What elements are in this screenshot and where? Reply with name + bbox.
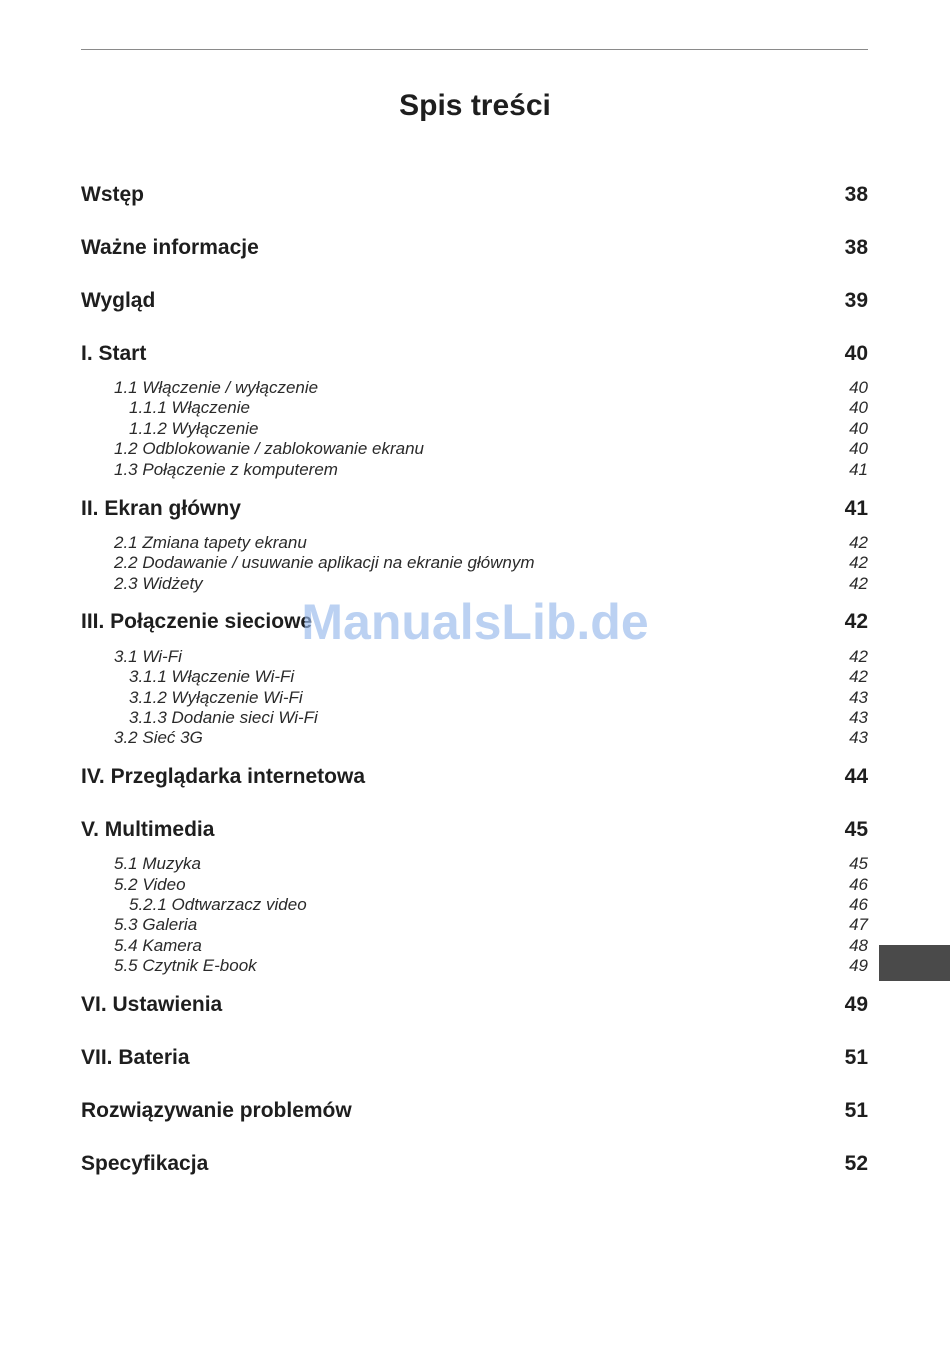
toc-entry-page: 42 bbox=[849, 553, 868, 572]
toc-entry-label: 3.1.1 Włączenie Wi-Fi bbox=[129, 667, 295, 686]
toc-entry-page: 49 bbox=[844, 993, 868, 1016]
toc-entry-label: 3.1 Wi-Fi bbox=[114, 647, 182, 666]
toc-entry[interactable] bbox=[81, 1097, 868, 1125]
toc-entry[interactable] bbox=[81, 763, 868, 791]
toc-entry-label: 1.1.2 Wyłączenie bbox=[129, 419, 259, 438]
toc-subentry[interactable] bbox=[81, 708, 868, 728]
toc-entry-page: 48 bbox=[849, 936, 868, 955]
toc-entry[interactable] bbox=[81, 1150, 868, 1178]
toc-entry[interactable] bbox=[81, 991, 868, 1019]
toc-entry-page: 38 bbox=[844, 236, 868, 259]
toc-entry-label: III. Połączenie sieciowe bbox=[81, 610, 313, 633]
toc-entry-label: 5.4 Kamera bbox=[114, 936, 202, 955]
page-title: Spis treści bbox=[399, 89, 551, 122]
toc-subentry[interactable] bbox=[81, 854, 868, 874]
toc-entry-label: 3.2 Sieć 3G bbox=[114, 728, 203, 747]
toc-entry-page: 38 bbox=[844, 183, 868, 206]
toc-entry-label: 3.1.3 Dodanie sieci Wi-Fi bbox=[129, 708, 318, 727]
toc-entry-page: 43 bbox=[849, 708, 868, 727]
toc-entry[interactable] bbox=[81, 234, 868, 262]
toc-entry-label: Ważne informacje bbox=[81, 236, 259, 259]
toc-entry-label: 5.1 Muzyka bbox=[114, 854, 201, 873]
toc-entry-page: 46 bbox=[849, 875, 868, 894]
toc-subentry[interactable] bbox=[81, 936, 868, 956]
toc-entry-page: 45 bbox=[844, 818, 868, 841]
toc-entry-page: 39 bbox=[844, 289, 868, 312]
toc-entry-page: 51 bbox=[844, 1099, 868, 1122]
toc-subentry[interactable] bbox=[81, 875, 868, 895]
toc-entry-label: 1.1 Włączenie / wyłączenie bbox=[114, 378, 319, 397]
toc-entry-label: 5.3 Galeria bbox=[114, 915, 198, 934]
toc-entry-label: 2.2 Dodawanie / usuwanie aplikacji na ekranie głównym bbox=[114, 553, 535, 572]
toc-entry-page: 42 bbox=[849, 533, 868, 552]
toc-entry-page: 41 bbox=[849, 460, 868, 479]
toc-entry-page: 43 bbox=[849, 728, 868, 747]
toc-entry-label: I. Start bbox=[81, 342, 147, 365]
toc-subentry[interactable] bbox=[81, 956, 868, 976]
toc-entry-page: 46 bbox=[849, 895, 868, 914]
toc-entry[interactable] bbox=[81, 816, 868, 844]
toc-entry-label: 5.5 Czytnik E-book bbox=[114, 956, 257, 975]
toc-entry-page: 45 bbox=[849, 854, 868, 873]
toc-entry-label: 1.1.1 Włączenie bbox=[129, 398, 250, 417]
toc-entry-page: 42 bbox=[849, 667, 868, 686]
toc-entry[interactable] bbox=[81, 340, 868, 368]
toc-entry-page: 40 bbox=[844, 342, 868, 365]
toc-entry-label: IV. Przeglądarka internetowa bbox=[81, 765, 366, 788]
toc-entry-page: 49 bbox=[849, 956, 868, 975]
toc-entry-page: 40 bbox=[849, 439, 868, 458]
toc-entry[interactable] bbox=[81, 181, 868, 209]
toc-entry-page: 47 bbox=[849, 915, 868, 934]
toc-entry-label: 5.2.1 Odtwarzacz video bbox=[129, 895, 307, 914]
toc-entry[interactable] bbox=[81, 287, 868, 315]
toc-entry[interactable] bbox=[81, 1044, 868, 1072]
toc-entry-label: Wygląd bbox=[81, 289, 156, 312]
toc-entry-page: 42 bbox=[844, 610, 868, 633]
toc-subentry[interactable] bbox=[81, 915, 868, 935]
toc-subentry[interactable] bbox=[81, 533, 868, 553]
toc-entry-label: Wstęp bbox=[81, 183, 144, 206]
toc-subentry[interactable] bbox=[81, 378, 868, 398]
toc-subentry[interactable] bbox=[81, 553, 868, 573]
toc-subentry[interactable] bbox=[81, 895, 868, 915]
toc-subentry[interactable] bbox=[81, 460, 868, 480]
toc-entry-label: VI. Ustawienia bbox=[81, 993, 223, 1016]
toc-subentry[interactable] bbox=[81, 647, 868, 667]
toc-subentry[interactable] bbox=[81, 688, 868, 708]
toc-entry-page: 42 bbox=[849, 574, 868, 593]
toc-subentry[interactable] bbox=[81, 574, 868, 594]
toc-entry-label: Specyfikacja bbox=[81, 1152, 209, 1175]
toc-entry-page: 40 bbox=[849, 398, 868, 417]
toc-entry-label: V. Multimedia bbox=[81, 818, 215, 841]
toc-entry-page: 40 bbox=[849, 419, 868, 438]
toc-entry-label: II. Ekran główny bbox=[81, 497, 241, 520]
toc-subentry[interactable] bbox=[81, 398, 868, 418]
toc-entry-label: 5.2 Video bbox=[114, 875, 186, 894]
toc-entry-page: 44 bbox=[844, 765, 868, 788]
toc-entry-label: 1.3 Połączenie z komputerem bbox=[114, 460, 338, 479]
toc-entry-label: VII. Bateria bbox=[81, 1046, 190, 1069]
toc-entry-page: 40 bbox=[849, 378, 868, 397]
toc-entry-page: 41 bbox=[844, 497, 868, 520]
toc-subentry[interactable] bbox=[81, 667, 868, 687]
toc-entry-page: 51 bbox=[844, 1046, 868, 1069]
toc-subentry[interactable] bbox=[81, 439, 868, 459]
toc-entry-page: 42 bbox=[849, 647, 868, 666]
toc-entry-label: 2.1 Zmiana tapety ekranu bbox=[114, 533, 307, 552]
toc-entry-page: 52 bbox=[844, 1152, 868, 1175]
toc-subentry[interactable] bbox=[81, 728, 868, 748]
toc-entry-label: 1.2 Odblokowanie / zablokowanie ekranu bbox=[114, 439, 424, 458]
toc-entry-label: 3.1.2 Wyłączenie Wi-Fi bbox=[129, 688, 303, 707]
watermark: ManualsLib.de bbox=[301, 594, 649, 650]
toc-subentry[interactable] bbox=[81, 419, 868, 439]
toc-entry-label: Rozwiązywanie problemów bbox=[81, 1099, 352, 1122]
section-tab-marker bbox=[879, 945, 950, 981]
toc-entry-label: 2.3 Widżety bbox=[114, 574, 203, 593]
toc-entry[interactable] bbox=[81, 495, 868, 523]
top-rule bbox=[81, 49, 868, 50]
toc-entry-page: 43 bbox=[849, 688, 868, 707]
